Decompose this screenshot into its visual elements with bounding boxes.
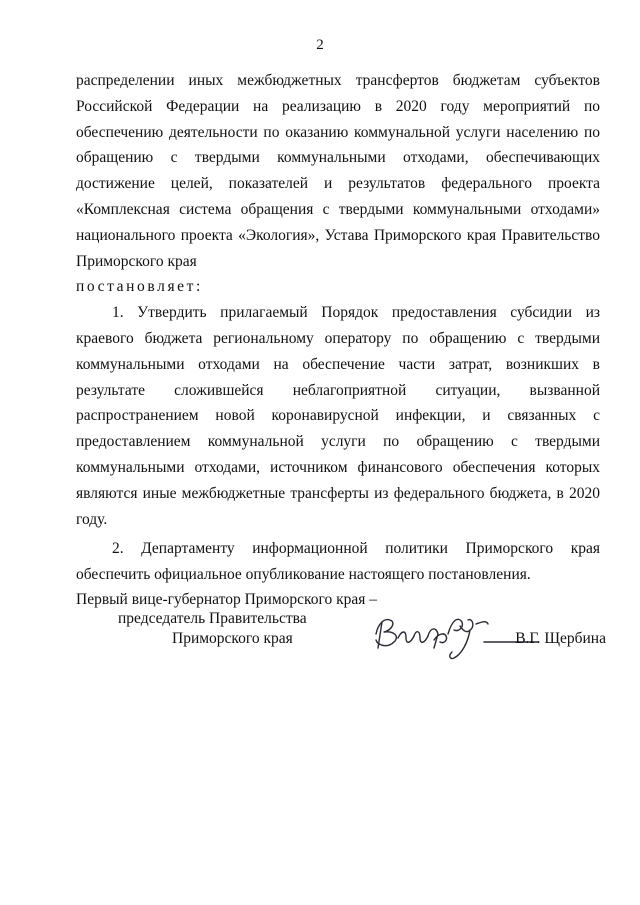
resolution-item-2: 2. Департаменту информационной политики Приморского края обеспечить официальное опубликование настоящего постановления. — [76, 540, 600, 584]
signatory-name: В.Г. Щербина — [515, 630, 606, 647]
resolves-word: постановляет: — [76, 278, 203, 296]
signatory-position-line-2: председатель Правительства — [118, 610, 307, 627]
resolution-item-1: 1. Утвердить прилагаемый Порядок предоставления субсидии из краевого бюджета региональному оператору по обращению с твердыми коммунальными отходами на обеспечение части затрат, возникших в результате сложившейся неблагоприятной ситуации, вызванной распространением новой коронавирусной инфекции, и связанных с предоставлением коммунальной услуги по обращению с твердыми коммунальными отходами, источником финансового обеспечения которых являются иные межбюджетные трансферты из федерального бюджета, в 2020 году. — [76, 304, 600, 528]
handwritten-signature — [368, 604, 538, 664]
signature-block — [76, 590, 606, 670]
signatory-position-line-3: Приморского края — [172, 630, 293, 647]
preamble-paragraph: распределении иных межбюджетных трансфертов бюджетам субъектов Российской Федерации на реализацию в 2020 году мероприятий по обеспечению деятельности по оказанию коммунальной услуги населению по обращению с твердыми коммунальными отходами, обеспечивающих достижение целей, показателей и результатов федерального проекта «Комплексная система обращения с твердыми коммунальными отходами» национального проекта «Экология», Устава Приморского края Правительство Приморского края — [76, 72, 600, 270]
signatory-position-line-1: Первый вице-губернатор Приморского края – — [76, 591, 378, 608]
document-body — [76, 68, 600, 588]
page-number: 2 — [316, 37, 324, 53]
